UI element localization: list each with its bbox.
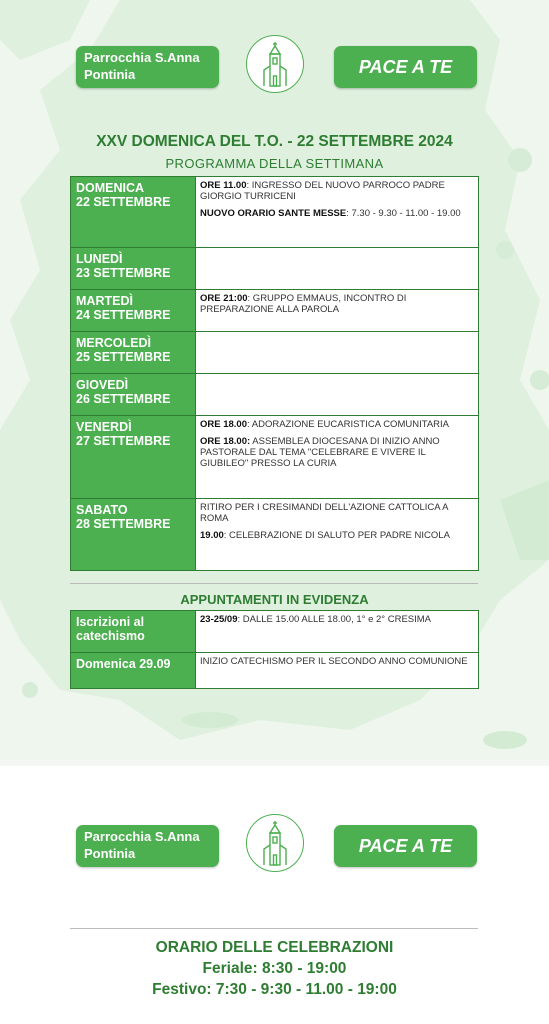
table-row — [71, 374, 479, 416]
table-row — [71, 653, 479, 689]
highlight-detail: INIZIO CATECHISMO PER IL SECONDO ANNO COMUNIONE — [196, 653, 479, 689]
day-cell: VENERDÌ 27 SETTEMBRE — [71, 416, 196, 499]
highlights-title: APPUNTAMENTI IN EVIDENZA — [180, 592, 369, 607]
day-cell: DOMENICA 22 SETTEMBRE — [71, 177, 196, 248]
day-cell: MERCOLEDÌ 25 SETTEMBRE — [71, 332, 196, 374]
highlight-detail: 23-25/09: DALLE 15.00 ALLE 18.00, 1° e 2° CRESIMA — [196, 611, 479, 653]
events-cell — [196, 248, 479, 290]
parish-name: Parrocchia S.Anna — [84, 829, 200, 844]
section-divider — [70, 583, 478, 584]
table-row — [71, 611, 479, 653]
page-subtitle: PROGRAMMA DELLA SETTIMANA — [165, 156, 384, 171]
table-row — [71, 248, 479, 290]
church-tower-icon — [246, 35, 304, 93]
parish-name-badge — [76, 46, 219, 88]
highlight-label: Domenica 29.09 — [71, 653, 196, 689]
events-cell — [196, 332, 479, 374]
day-cell: GIOVEDÌ 26 SETTEMBRE — [71, 374, 196, 416]
events-cell: ORE 18.00: ADORAZIONE EUCARISTICA COMUNITARIA ORE 18.00: ASSEMBLEA DIOCESANA DI INIZIO ANNO PASTORALE DAL TEMA "CELEBRARE E VIVERE IL GIUBILEO" PRESSO LA CURIA — [196, 416, 479, 499]
celebrations-title: ORARIO DELLE CELEBRAZIONI — [155, 939, 394, 956]
table-row — [71, 290, 479, 332]
parish-town: Pontinia — [84, 67, 136, 82]
parish-name: Parrocchia S.Anna — [84, 50, 200, 65]
table-row — [71, 332, 479, 374]
events-cell — [196, 374, 479, 416]
weekly-schedule-table — [70, 176, 479, 571]
slogan-badge: PACE A TE — [334, 825, 477, 867]
highlights-table — [70, 610, 479, 689]
day-cell: SABATO 28 SETTEMBRE — [71, 499, 196, 571]
day-cell: MARTEDÌ 24 SETTEMBRE — [71, 290, 196, 332]
highlight-label: Iscrizioni al catechismo — [71, 611, 196, 653]
table-row — [71, 177, 479, 248]
parish-town: Pontinia — [84, 846, 136, 861]
table-row — [71, 499, 479, 571]
page-title: XXV DOMENICA DEL T.O. - 22 SETTEMBRE 2024 — [96, 133, 453, 150]
events-cell: ORE 11.00: INGRESSO DEL NUOVO PARROCO PADRE GIORGIO TURRICENI NUOVO ORARIO SANTE MESSE: 7.30 - 9.30 - 11.00 - 19.00 — [196, 177, 479, 248]
weekday-hours: Feriale: 8:30 - 19:00 — [202, 960, 347, 977]
events-cell: ORE 21:00: GRUPPO EMMAUS, INCONTRO DI PREPARAZIONE ALLA PAROLA — [196, 290, 479, 332]
day-cell: LUNEDÌ 23 SETTEMBRE — [71, 248, 196, 290]
section-divider — [70, 928, 478, 929]
church-tower-icon — [246, 814, 304, 872]
celebrations-page — [0, 766, 549, 1024]
parish-name-badge — [76, 825, 219, 867]
slogan-badge: PACE A TE — [334, 46, 477, 88]
table-row — [71, 416, 479, 499]
events-cell: RITIRO PER I CRESIMANDI DELL'AZIONE CATTOLICA A ROMA 19.00: CELEBRAZIONE DI SALUTO PER PADRE NICOLA — [196, 499, 479, 571]
holiday-hours: Festivo: 7:30 - 9:30 - 11.00 - 19:00 — [152, 981, 397, 998]
